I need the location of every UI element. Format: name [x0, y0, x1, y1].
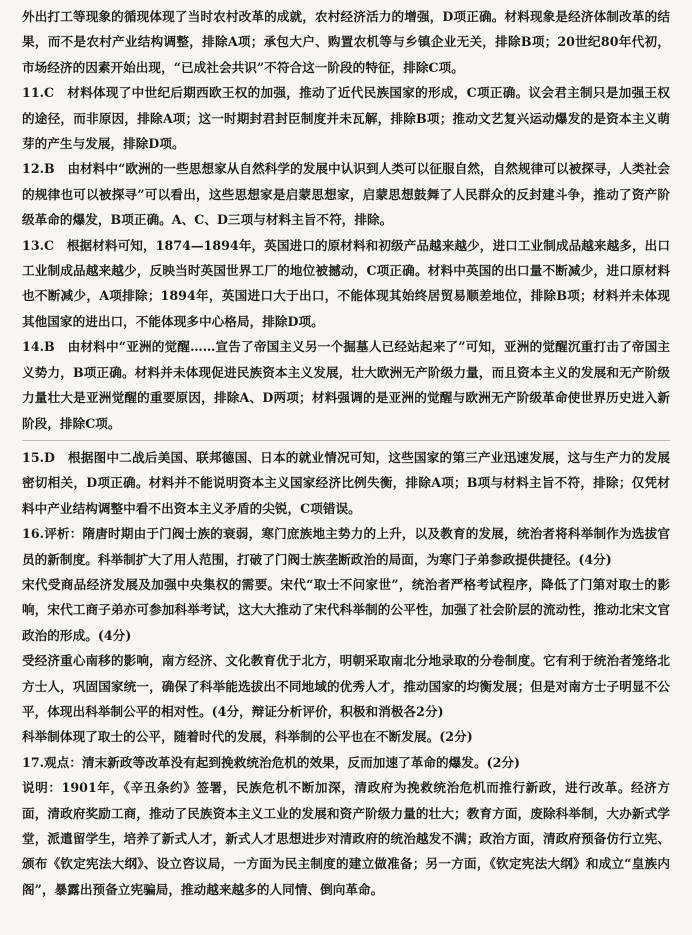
answer-16-part-2: 宋代受商品经济发展及加强中央集权的需要。宋代“取士不问家世”，统治者严格考试程序，降低了门第对取士的影响，宋代工商子弟亦可参加科举考试，这大大推动了宋代科举制的公平性，加强了社会阶层的流动性，推动北宋文官政治的形成。(4分)	[22, 576, 670, 643]
paragraph-10-continued: 外出打工等现象的循现体现了当时农村改革的成就，农村经济活力的增强，D项正确。材料现象是经济体制改革的结果，而不是农村产业结构调整，排除A项；承包大户、购置农机等与乡镇企业无关，排除B项；20世纪80年代初，市场经济的因素开始出现，“已成社会共识”不符合这一阶段的特征，排除C项。	[22, 9, 670, 75]
answer-13: 13.C 根据材料可知，1874—1894年，英国进口的原材料和初级产品越来越少，进口工业制成品越来越多，出口工业制成品越来越少，反映当时英国世界工厂的地位被撼动，C项正确。材料中英国的出口量不断减少，进口原材料也不断减少，A项排除；1894年，英国进口大于出口，不能体现其始终居贸易顺差地位，排除B项；材料并未体现其他国家的进出口，不能体现多中心格局，排除D项。	[22, 237, 670, 329]
answer-16-part-1: 16.评析：隋唐时期由于门阀士族的衰弱，寒门庶族地主势力的上升，以及教育的发展，统治者将科举制作为选拔官员的新制度。科举制扩大了用人范围，打破了门阀士族垄断政治的局面，为寒门子弟参政提供捷径。(4分)	[22, 526, 670, 567]
answer-12: 12.B 由材料中“欧洲的一些思想家从自然科学的发展中认识到人类可以征服自然，自然规律可以被探寻，人类社会的规律也可以被探寻”可以看出，这些思想家是启蒙思想家，启蒙思想鼓舞了人民群众的反封建斗争，推动了资产阶级革命的爆发，B项正确。A、C、D三项与材料主旨不符，排除。	[22, 161, 670, 228]
answer-15: 15.D 根据图中二战后美国、联邦德国、日本的就业情况可知，这些国家的第三产业迅速发展，这与生产力的发展密切相关，D项正确。材料并不能说明资本主义国家经济比例失衡，排除A项；B项与材料主旨不符，排除；仅凭材料中产业结构调整中看不出资本主义矛盾的尖锐，C项错误。	[22, 449, 670, 516]
answer-16-part-3: 受经济重心南移的影响，南方经济、文化教育优于北方，明朝采取南北分地录取的分卷制度。它有利于统治者笼络北方士人，巩固国家统一，确保了科举能选拔出不同地域的优秀人才，推动国家的均衡发展；但是对南方士子明显不公平，体现出科举制公平的相对性。(4分，辩证分析评价，积极和消极各2分)	[22, 653, 670, 719]
answer-16-part-4: 科举制体现了取士的公平，随着时代的发展，科举制的公平也在不断发展。(2分)	[22, 729, 473, 745]
section-divider	[22, 440, 670, 441]
answer-17-explanation: 说明：1901年，《辛丑条约》签署，民族危机不断加深，清政府为挽救统治危机而推行新政，进行改革。经济方面，清政府奖励工商，推动了民族资本主义工业的发展和资产阶级力量的壮大；教育方面，废除科举制，大办新式学堂，派遣留学生，培养了新式人才，新式人才思想进步对清政府的统治越发不满；政治方面，清政府预备仿行立宪、颁布《钦定宪法大纲》、设立咨议局，一方面为民主制度的建立做准备；另一方面，《钦定宪法大纲》和成立“皇族内阁”，暴露出预备立宪骗局，推动越来越多的人同情、倒向革命。	[22, 780, 670, 897]
answer-17-viewpoint: 17.观点：清末新政等改革没有起到挽救统治危机的效果，反而加速了革命的爆发。(2分)	[22, 754, 521, 770]
answer-11: 11.C 材料体现了中世纪后期西欧王权的加强，推动了近代民族国家的形成，C项正确。议会君主制只是加强王权的途径，而非原因，排除A项；这一时期封君封臣制度并未瓦解，排除B项；推动文艺复兴运动爆发的是资本主义萌芽的产生与发展，排除D项。	[22, 85, 670, 152]
answer-14: 14.B 由材料中“亚洲的觉醒……宣告了帝国主义另一个掘墓人已经站起来了”可知，亚洲的觉醒沉重打击了帝国主义势力，B项正确。材料并未体现促进民族资本主义发展，壮大欧洲无产阶级力量，而且资本主义的发展和无产阶级力量壮大是亚洲觉醒的重要原因，排除A、D两项；材料强调的是亚洲的觉醒与欧洲无产阶级革命使世界历史进入新阶段，排除C项。	[22, 339, 670, 431]
